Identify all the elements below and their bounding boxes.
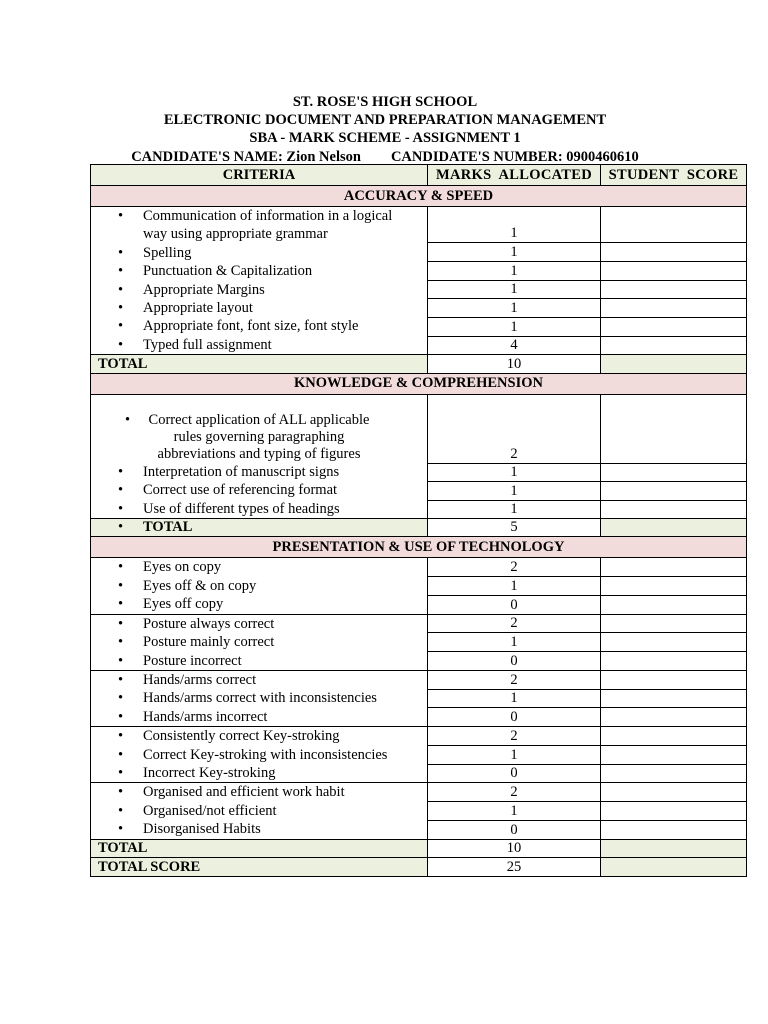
scheme-title: SBA - MARK SCHEME - ASSIGNMENT 1 — [249, 130, 521, 147]
list-item: • Communication of information in a logical way using appropriate grammar — [91, 207, 427, 244]
total-row-knowledge — [91, 518, 747, 537]
mark-cell: 1 — [428, 802, 601, 821]
list-item: • Hands/arms correct — [91, 671, 427, 689]
mark-cell: 1 — [428, 207, 601, 243]
section-header-accuracy — [91, 186, 747, 207]
table-row — [91, 727, 747, 746]
mark-cell: 1 — [428, 299, 601, 318]
list-item: • Eyes off copy — [91, 595, 427, 613]
column-header-row — [91, 165, 747, 186]
list-item: • Appropriate font, font size, font style — [91, 317, 427, 335]
mark-cell: 2 — [428, 783, 601, 802]
mark-cell: 1 — [428, 500, 601, 518]
score-cell[interactable] — [601, 727, 747, 746]
criteria-cell — [91, 207, 428, 355]
criteria-cell — [91, 558, 428, 614]
mark-cell: 0 — [428, 595, 601, 614]
score-cell[interactable] — [601, 463, 747, 481]
list-item: • Eyes on copy — [91, 558, 427, 576]
score-cell[interactable] — [601, 670, 747, 689]
mark-cell: 1 — [428, 243, 601, 262]
criteria-cell — [91, 394, 428, 518]
total-label: • TOTAL — [91, 518, 428, 537]
score-cell[interactable] — [601, 783, 747, 802]
score-cell[interactable] — [601, 652, 747, 671]
grand-total-value: 25 — [428, 858, 601, 877]
candidate-number: CANDIDATE'S NUMBER: 0900460610 — [390, 148, 639, 165]
score-cell[interactable] — [601, 518, 747, 537]
school-name: ST. ROSE'S HIGH SCHOOL — [292, 94, 478, 110]
table-row — [91, 207, 747, 243]
section-title: ACCURACY & SPEED — [91, 186, 747, 207]
mark-cell: 1 — [428, 745, 601, 764]
score-cell[interactable] — [601, 558, 747, 577]
mark-cell: 1 — [428, 689, 601, 708]
mark-cell: 0 — [428, 820, 601, 839]
mark-cell: 2 — [428, 558, 601, 577]
mark-scheme-table — [90, 164, 747, 877]
criteria-cell — [91, 727, 428, 783]
list-item: • Punctuation & Capitalization — [91, 262, 427, 280]
list-item: • Correct application of ALL applicable rules governing paragraphing abbreviations and typing of figures — [125, 411, 370, 462]
document-header — [90, 93, 680, 166]
section-header-knowledge — [91, 373, 747, 394]
table-row — [91, 783, 747, 802]
mark-cell: 1 — [428, 317, 601, 336]
total-row-presentation — [91, 839, 747, 858]
total-value: 5 — [428, 518, 601, 537]
score-cell[interactable] — [601, 633, 747, 652]
score-cell[interactable] — [601, 336, 747, 355]
bullet-icon: • — [125, 411, 131, 428]
student-score-header: STUDENT SCORE — [601, 165, 747, 186]
mark-cell: 0 — [428, 708, 601, 727]
score-cell[interactable] — [601, 839, 747, 858]
score-cell[interactable] — [601, 764, 747, 783]
list-item: • Posture always correct — [91, 615, 427, 633]
list-item: • Hands/arms incorrect — [91, 708, 427, 726]
score-cell[interactable] — [601, 614, 747, 633]
criteria-cell — [91, 783, 428, 839]
score-cell[interactable] — [601, 708, 747, 727]
score-cell[interactable] — [601, 262, 747, 281]
section-title: KNOWLEDGE & COMPREHENSION — [91, 373, 747, 394]
total-value: 10 — [428, 839, 601, 858]
mark-cell: 2 — [428, 727, 601, 746]
score-cell[interactable] — [601, 243, 747, 262]
score-cell[interactable] — [601, 394, 747, 463]
score-cell[interactable] — [601, 207, 747, 243]
mark-cell: 0 — [428, 652, 601, 671]
mark-cell: 2 — [428, 614, 601, 633]
total-value: 10 — [428, 355, 601, 374]
marks-allocated-header: MARKS ALLOCATED — [428, 165, 601, 186]
mark-cell: 1 — [428, 262, 601, 281]
total-label: TOTAL — [91, 839, 428, 858]
score-cell[interactable] — [601, 299, 747, 318]
table-row — [91, 558, 747, 577]
table-row — [91, 670, 747, 689]
mark-cell: 1 — [428, 463, 601, 481]
list-item: • Correct Key-stroking with inconsistencies — [91, 746, 427, 764]
list-item: • Appropriate layout — [91, 299, 427, 317]
mark-cell: 4 — [428, 336, 601, 355]
table-row — [91, 614, 747, 633]
score-cell[interactable] — [601, 820, 747, 839]
list-item: • Consistently correct Key-stroking — [91, 727, 427, 745]
list-item: • Interpretation of manuscript signs — [91, 463, 427, 481]
mark-cell: 0 — [428, 764, 601, 783]
list-item: • Spelling — [91, 244, 427, 262]
list-item: • Hands/arms correct with inconsistencies — [91, 689, 427, 707]
list-item: • Organised and efficient work habit — [91, 783, 427, 801]
list-item: • Correct use of referencing format — [91, 481, 427, 499]
mark-cell: 2 — [428, 394, 601, 463]
total-label: TOTAL — [91, 355, 428, 374]
grand-total-row — [91, 858, 747, 877]
list-item: • Disorganised Habits — [91, 820, 427, 838]
score-cell[interactable] — [601, 355, 747, 374]
mark-cell: 2 — [428, 670, 601, 689]
list-item: • Posture mainly correct — [91, 633, 427, 651]
list-item: • Organised/not efficient — [91, 802, 427, 820]
mark-cell: 1 — [428, 577, 601, 596]
subject-title: ELECTRONIC DOCUMENT AND PREPARATION MANAGEMENT — [163, 112, 607, 129]
criteria-cell — [91, 670, 428, 726]
score-cell[interactable] — [601, 317, 747, 336]
score-cell[interactable] — [601, 595, 747, 614]
table-row — [91, 394, 747, 463]
score-cell[interactable] — [601, 577, 747, 596]
section-header-presentation — [91, 537, 747, 558]
criteria-header: CRITERIA — [91, 165, 428, 186]
list-item: • Posture incorrect — [91, 652, 427, 670]
score-cell[interactable] — [601, 280, 747, 299]
section-title: PRESENTATION & USE OF TECHNOLOGY — [91, 537, 747, 558]
score-cell[interactable] — [601, 745, 747, 764]
score-cell[interactable] — [601, 500, 747, 518]
list-item: • Typed full assignment — [91, 336, 427, 354]
mark-cell: 1 — [428, 482, 601, 500]
total-row-accuracy — [91, 355, 747, 374]
list-item: • Use of different types of headings — [91, 500, 427, 518]
criteria-cell — [91, 614, 428, 670]
candidate-name: CANDIDATE'S NAME: Zion Nelson — [131, 148, 361, 165]
score-cell[interactable] — [601, 858, 747, 877]
list-item: • Incorrect Key-stroking — [91, 764, 427, 782]
score-cell[interactable] — [601, 482, 747, 500]
list-item: • Appropriate Margins — [91, 281, 427, 299]
mark-cell: 1 — [428, 633, 601, 652]
score-cell[interactable] — [601, 689, 747, 708]
mark-cell: 1 — [428, 280, 601, 299]
grand-total-label: TOTAL SCORE — [91, 858, 428, 877]
list-item: • Eyes off & on copy — [91, 577, 427, 595]
score-cell[interactable] — [601, 802, 747, 821]
